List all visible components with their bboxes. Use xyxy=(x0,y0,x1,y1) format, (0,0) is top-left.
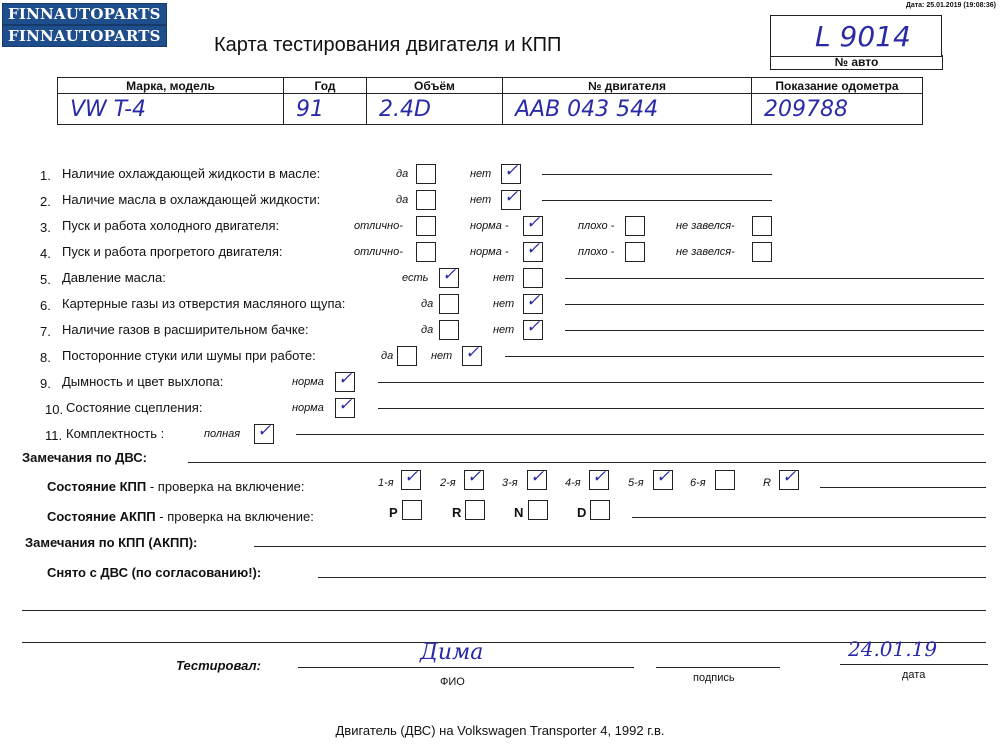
gear-checkbox[interactable] xyxy=(464,467,484,490)
removed-label: Снято с ДВС (по согласованию!): xyxy=(47,565,262,580)
value-engine-no: AAB 043 544 xyxy=(515,96,659,122)
akpp-mode-checkbox[interactable] xyxy=(402,500,422,520)
remarks-kpp-line xyxy=(254,546,986,547)
item-label: Картерные газы из отверстия масляного щупа: xyxy=(62,296,346,311)
item-number: 6. xyxy=(40,298,51,313)
option-checkbox[interactable] xyxy=(416,164,436,184)
remarks-engine-line xyxy=(188,462,986,463)
check-mark-icon: ✓ xyxy=(338,369,353,388)
item-number: 4. xyxy=(40,246,51,261)
col-volume: Объём xyxy=(367,78,503,94)
option-checkbox[interactable] xyxy=(752,242,772,262)
gear-label: R xyxy=(763,477,771,489)
option-label: норма xyxy=(292,376,324,388)
item-label: Дымность и цвет выхлопа: xyxy=(62,374,224,389)
gear-checkbox[interactable] xyxy=(779,467,799,490)
check-mark-icon: ✓ xyxy=(442,265,457,284)
akpp-mode-label: D xyxy=(577,505,587,520)
col-model: Марка, модель xyxy=(58,78,284,94)
option-label: нет xyxy=(470,194,492,206)
check-mark-icon: ✓ xyxy=(592,467,607,486)
kpp-label: Состояние КПП - проверка на включение: xyxy=(47,479,305,494)
option-checkbox[interactable] xyxy=(439,294,459,314)
akpp-mode-label: P xyxy=(389,505,398,520)
sign-line xyxy=(656,667,780,668)
sign-caption: подпись xyxy=(693,672,735,684)
remarks-engine-label: Замечания по ДВС: xyxy=(22,450,147,465)
item-number: 9. xyxy=(40,376,51,391)
option-checkbox[interactable] xyxy=(462,343,482,366)
blank-line xyxy=(22,610,986,611)
item-label: Наличие газов в расширительном бачке: xyxy=(62,322,309,337)
option-label: норма xyxy=(292,402,324,414)
item-number: 7. xyxy=(40,324,51,339)
option-checkbox[interactable] xyxy=(501,161,521,184)
item-number: 2. xyxy=(40,194,51,209)
answer-line xyxy=(565,330,984,331)
item-label: Наличие охлаждающей жидкости в масле: xyxy=(62,166,321,181)
page-title: Карта тестирования двигателя и КПП xyxy=(214,34,562,56)
auto-number: L 9014 xyxy=(815,20,911,53)
watermark-logo: FINNAUTOPARTS xyxy=(2,3,167,25)
gear-label: 4-я xyxy=(565,477,581,489)
gear-label: 2-я xyxy=(440,477,456,489)
answer-line xyxy=(378,408,984,409)
value-odometer: 209788 xyxy=(764,96,848,122)
value-model: VW T-4 xyxy=(70,96,147,122)
answer-line xyxy=(542,174,772,175)
option-label: есть xyxy=(402,272,429,284)
item-number: 8. xyxy=(40,350,51,365)
option-checkbox[interactable] xyxy=(254,421,274,444)
option-checkbox[interactable] xyxy=(439,320,459,340)
item-label: Давление масла: xyxy=(62,270,166,285)
option-label: нет xyxy=(493,272,515,284)
akpp-mode-checkbox[interactable] xyxy=(590,500,610,520)
answer-line xyxy=(542,200,772,201)
option-label: да xyxy=(396,194,409,206)
option-label: не завелся- xyxy=(676,246,735,258)
option-checkbox[interactable] xyxy=(523,317,543,340)
answer-line xyxy=(565,304,984,305)
item-label: Пуск и работа прогретого двигателя: xyxy=(62,244,283,259)
check-mark-icon: ✓ xyxy=(656,467,671,486)
date-stamp: Дата: 25.01.2019 (19:08:36) xyxy=(905,2,996,9)
option-label: норма - xyxy=(470,246,509,258)
blank-line xyxy=(22,642,986,643)
akpp-mode-label: N xyxy=(514,505,524,520)
akpp-mode-checkbox[interactable] xyxy=(528,500,548,520)
gear-label: 3-я xyxy=(502,477,518,489)
option-checkbox[interactable] xyxy=(501,187,521,210)
option-label: нет xyxy=(493,298,515,310)
option-label: нет xyxy=(470,168,492,180)
item-number: 10. xyxy=(45,402,64,417)
option-checkbox[interactable] xyxy=(752,216,772,236)
fio-caption: ФИО xyxy=(440,676,465,688)
option-label: не завелся- xyxy=(676,220,735,232)
date-handwritten: 24.01.19 xyxy=(848,637,938,661)
check-mark-icon: ✓ xyxy=(338,395,353,414)
check-mark-icon: ✓ xyxy=(530,467,545,486)
option-label: да xyxy=(421,298,434,310)
value-year: 91 xyxy=(296,96,324,122)
option-checkbox[interactable] xyxy=(625,216,645,236)
auto-number-label: № авто xyxy=(770,55,943,70)
akpp-label: Состояние АКПП - проверка на включение: xyxy=(47,509,314,524)
watermark-logo: FINNAUTOPARTS xyxy=(2,25,167,47)
option-checkbox[interactable] xyxy=(416,242,436,262)
gear-label: 6-я xyxy=(690,477,706,489)
gear-checkbox[interactable] xyxy=(527,467,547,490)
check-mark-icon: ✓ xyxy=(526,291,541,310)
check-mark-icon: ✓ xyxy=(526,317,541,336)
akpp-line xyxy=(632,517,986,518)
item-number: 5. xyxy=(40,272,51,287)
kpp-line xyxy=(820,487,986,488)
answer-line xyxy=(505,356,984,357)
fio-line xyxy=(298,667,634,668)
option-checkbox[interactable] xyxy=(397,346,417,366)
option-checkbox[interactable] xyxy=(523,239,543,262)
option-label: да xyxy=(381,350,394,362)
option-checkbox[interactable] xyxy=(523,268,543,288)
option-checkbox[interactable] xyxy=(523,291,543,314)
remarks-kpp-label: Замечания по КПП (АКПП): xyxy=(25,535,198,550)
removed-line xyxy=(318,577,986,578)
option-checkbox[interactable] xyxy=(416,216,436,236)
check-mark-icon: ✓ xyxy=(504,161,519,180)
gear-checkbox[interactable] xyxy=(589,467,609,490)
date-line xyxy=(840,664,988,665)
item-number: 11. xyxy=(45,428,63,443)
gear-label: 5-я xyxy=(628,477,644,489)
option-checkbox[interactable] xyxy=(625,242,645,262)
answer-line xyxy=(565,278,984,279)
gear-checkbox[interactable] xyxy=(401,467,421,490)
item-label: Комплектность : xyxy=(66,426,165,441)
option-checkbox[interactable] xyxy=(416,190,436,210)
col-engine-no: № двигателя xyxy=(503,78,752,94)
option-label: полная xyxy=(204,428,241,440)
option-checkbox[interactable] xyxy=(523,213,543,236)
col-odometer: Показание одометра xyxy=(752,78,923,94)
option-checkbox[interactable] xyxy=(335,369,355,392)
option-label: да xyxy=(396,168,409,180)
option-label: плохо - xyxy=(578,220,615,232)
tester-signature: Дима xyxy=(420,640,484,665)
check-mark-icon: ✓ xyxy=(782,467,797,486)
item-label: Состояние сцепления: xyxy=(66,400,203,415)
value-volume: 2.4D xyxy=(379,96,431,122)
auto-number-box xyxy=(770,15,942,57)
image-caption: Двигатель (ДВС) на Volkswagen Transporter 4, 1992 г.в. xyxy=(335,723,665,738)
item-label: Наличие масла в охлаждающей жидкости: xyxy=(62,192,321,207)
check-mark-icon: ✓ xyxy=(526,213,541,232)
item-number: 1. xyxy=(40,168,51,183)
option-checkbox[interactable] xyxy=(439,265,459,288)
check-mark-icon: ✓ xyxy=(465,343,480,362)
check-mark-icon: ✓ xyxy=(504,187,519,206)
option-label: отлично- xyxy=(354,246,403,258)
answer-line xyxy=(296,434,984,435)
option-label: нет xyxy=(493,324,515,336)
item-label: Пуск и работа холодного двигателя: xyxy=(62,218,280,233)
answer-line xyxy=(378,382,984,383)
check-mark-icon: ✓ xyxy=(257,421,272,440)
gear-checkbox[interactable] xyxy=(715,470,735,490)
tested-by-label: Тестировал: xyxy=(176,658,261,673)
check-mark-icon: ✓ xyxy=(526,239,541,258)
option-checkbox[interactable] xyxy=(335,395,355,418)
option-label: нет xyxy=(431,350,453,362)
item-label: Посторонние стуки или шумы при работе: xyxy=(62,348,316,363)
akpp-mode-label: R xyxy=(452,505,462,520)
gear-label: 1-я xyxy=(378,477,394,489)
item-number: 3. xyxy=(40,220,51,235)
date-caption: дата xyxy=(902,669,926,681)
option-label: да xyxy=(421,324,434,336)
option-label: норма - xyxy=(470,220,509,232)
gear-checkbox[interactable] xyxy=(653,467,673,490)
check-mark-icon: ✓ xyxy=(404,467,419,486)
check-mark-icon: ✓ xyxy=(467,467,482,486)
col-year: Год xyxy=(284,78,367,94)
option-label: плохо - xyxy=(578,246,615,258)
akpp-mode-checkbox[interactable] xyxy=(465,500,485,520)
option-label: отлично- xyxy=(354,220,403,232)
header-table xyxy=(57,77,923,125)
